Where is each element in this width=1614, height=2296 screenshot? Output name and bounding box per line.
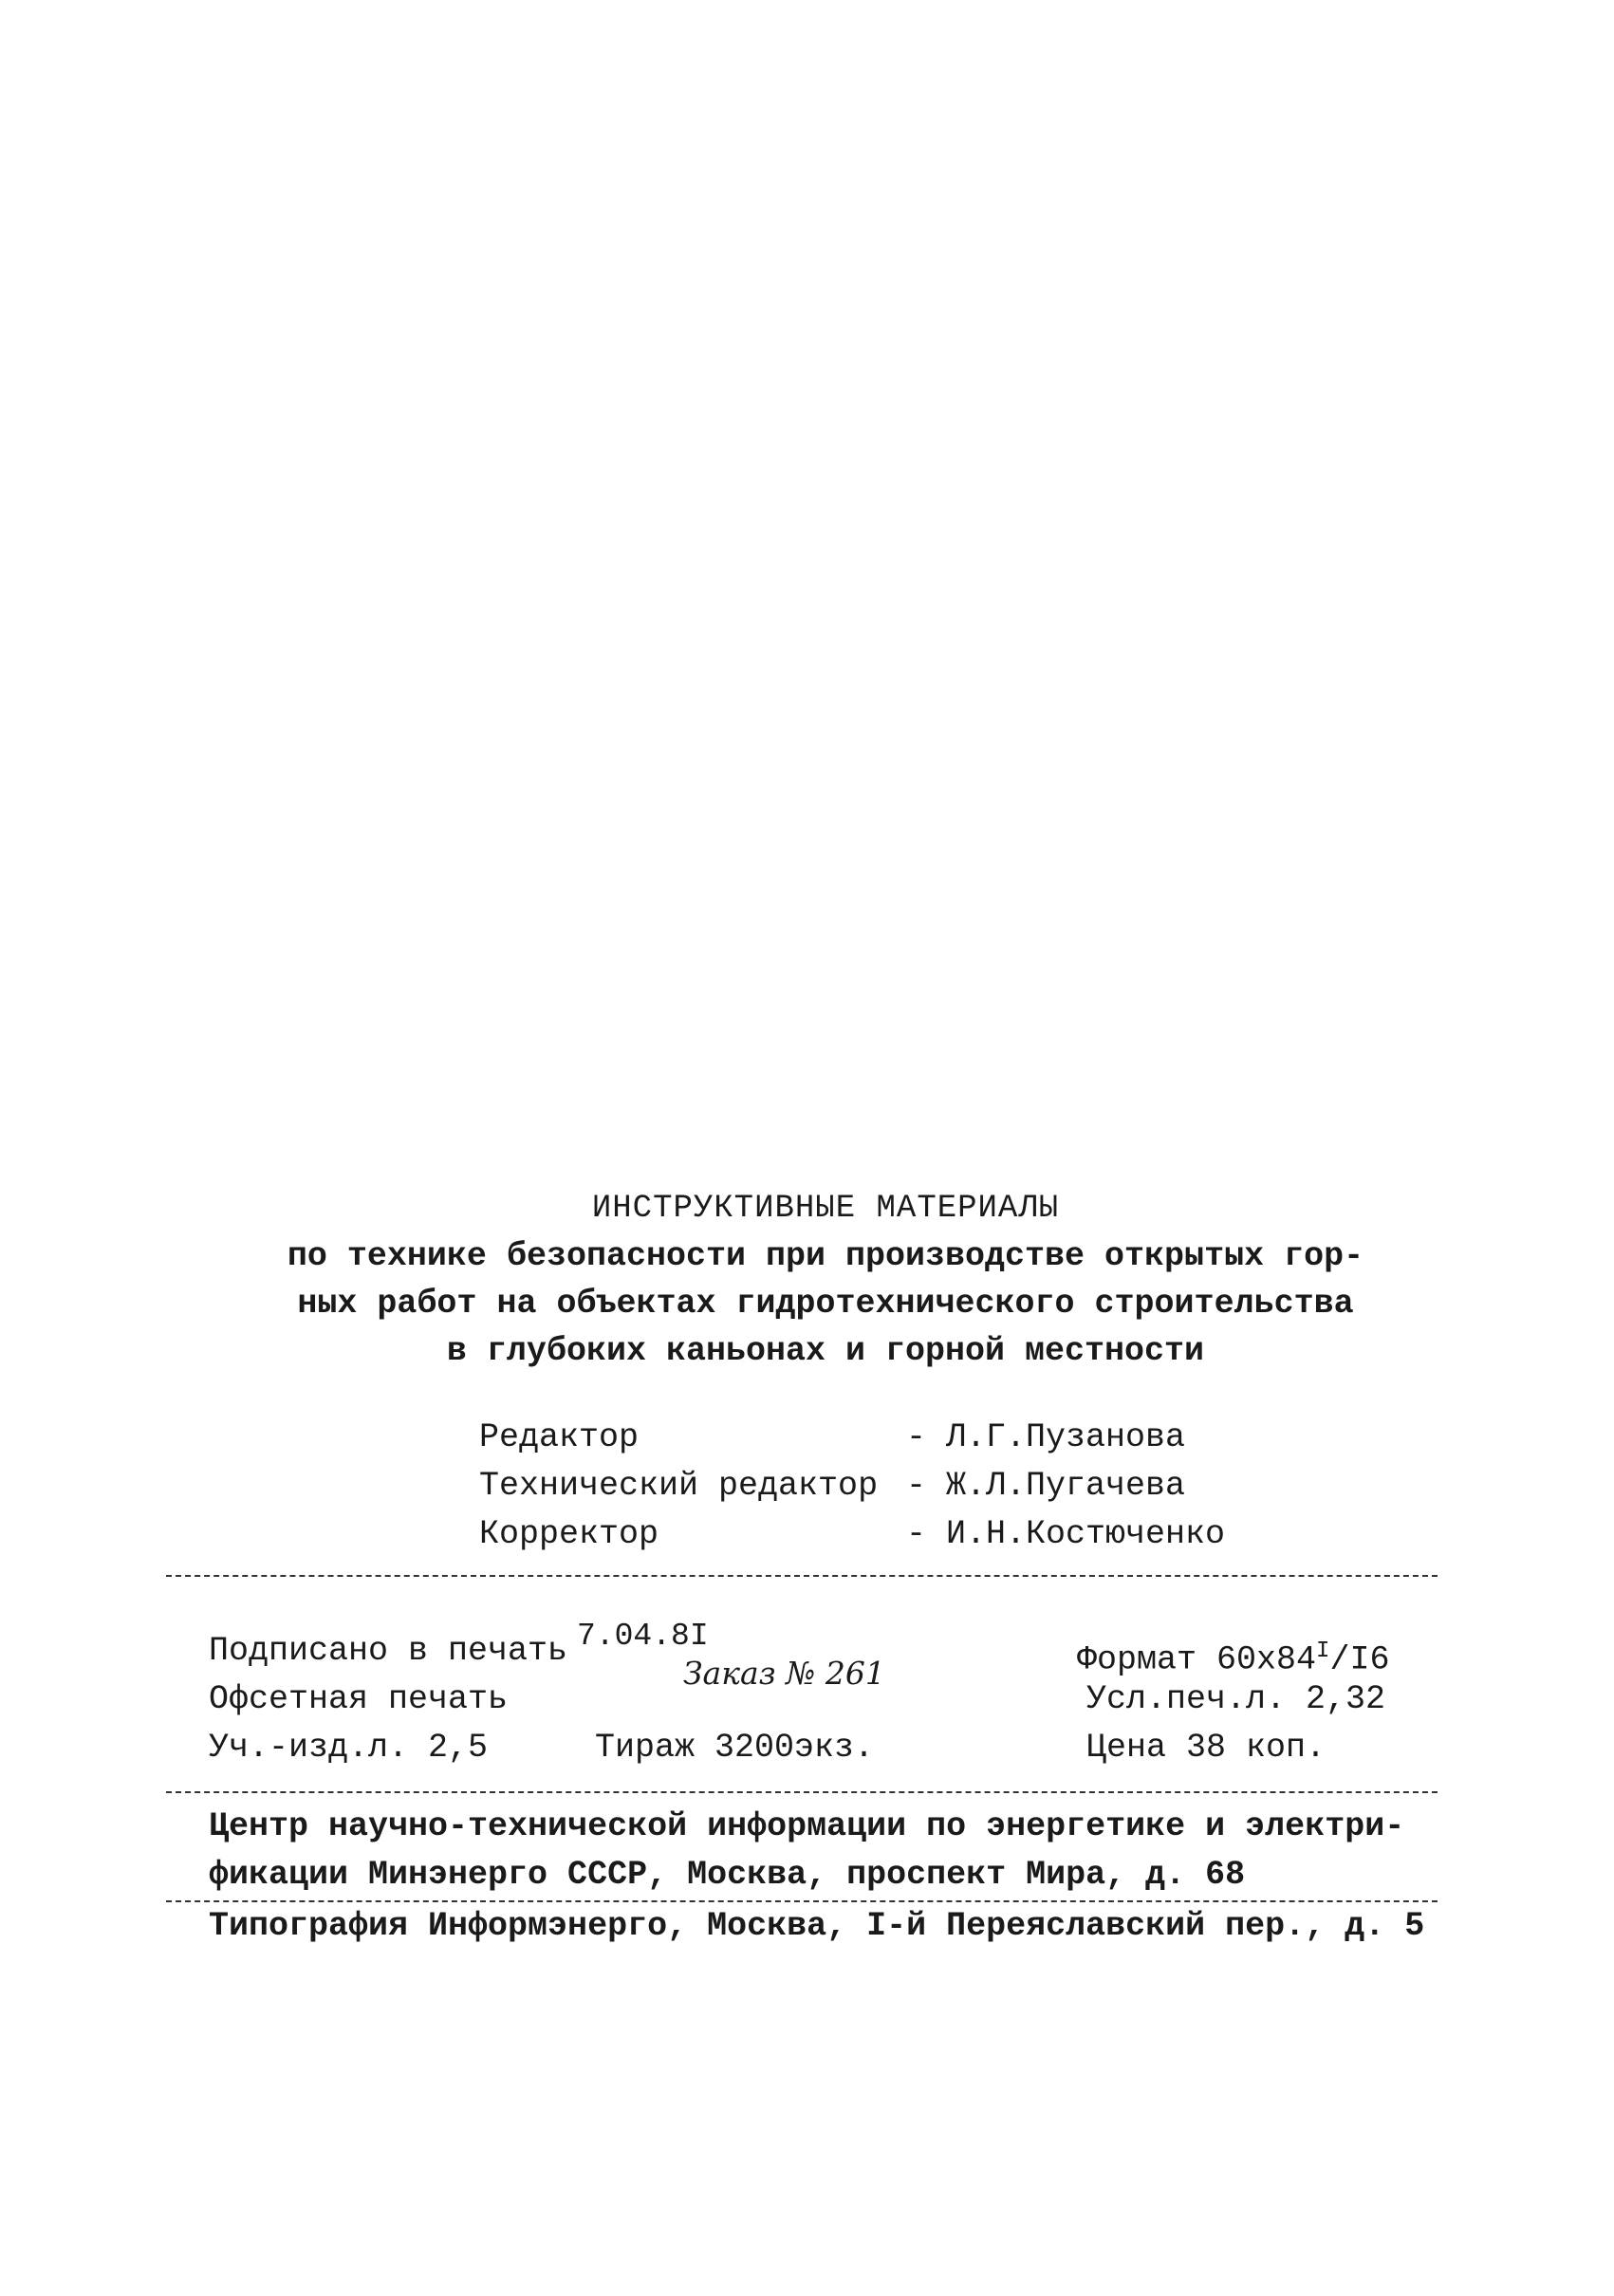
staff-role: Редактор — [479, 1418, 640, 1456]
print-run: Тираж 3200экз. — [595, 1729, 875, 1767]
staff-row — [479, 1510, 1225, 1559]
divider — [166, 1575, 1438, 1577]
signed-label: Подписано в печать — [209, 1632, 568, 1670]
publisher-line: фикации Минэнерго СССР, Москва, проспект Мира, д. 68 — [209, 1856, 1246, 1894]
subtitle-line: по технике безопасности при производстве открытых гор- — [287, 1237, 1364, 1275]
document-subtitle — [275, 1232, 1376, 1375]
divider — [166, 1791, 1438, 1793]
format-label: Формат 60х84 — [1077, 1640, 1317, 1679]
usl-pech-l: Усл.печ.л. 2,32 — [1086, 1680, 1386, 1718]
staff-name: - И.Н.Костюченко — [906, 1515, 1226, 1553]
staff-role: Корректор — [479, 1515, 659, 1553]
publisher-info — [209, 1803, 1404, 1899]
staff-name: - Ж.Л.Пугачева — [906, 1467, 1186, 1505]
offset-print: Офсетная печать — [209, 1680, 509, 1718]
staff-row — [479, 1462, 1225, 1510]
subtitle-line: ных работ на объектах гидротехнического строительства — [297, 1285, 1354, 1323]
document-title: ИНСТРУКТИВНЫЕ МАТЕРИАЛЫ — [591, 1191, 1060, 1227]
signed-date: 7.04.8I — [577, 1619, 709, 1654]
title-block — [275, 1191, 1376, 1375]
subtitle-line: в глубоких каньонах и горной местности — [446, 1332, 1205, 1370]
format-sup: I — [1316, 1639, 1330, 1664]
printer-info: Типография Информэнерго, Москва, I-й Переяславский пер., д. 5 — [209, 1907, 1425, 1945]
order-number: Заказ № 261 — [683, 1655, 885, 1692]
price: Цена 38 коп. — [1086, 1729, 1326, 1767]
staff-name: - Л.Г.Пузанова — [906, 1418, 1186, 1456]
format-tail: /I6 — [1329, 1640, 1390, 1679]
publisher-line: Центр научно-технической информации по энергетике и электри- — [209, 1807, 1405, 1845]
staff-list — [479, 1414, 1225, 1559]
staff-role: Технический редактор — [479, 1467, 879, 1505]
staff-row — [479, 1414, 1225, 1462]
uch-izd-l: Уч.-изд.л. 2,5 — [209, 1729, 489, 1767]
